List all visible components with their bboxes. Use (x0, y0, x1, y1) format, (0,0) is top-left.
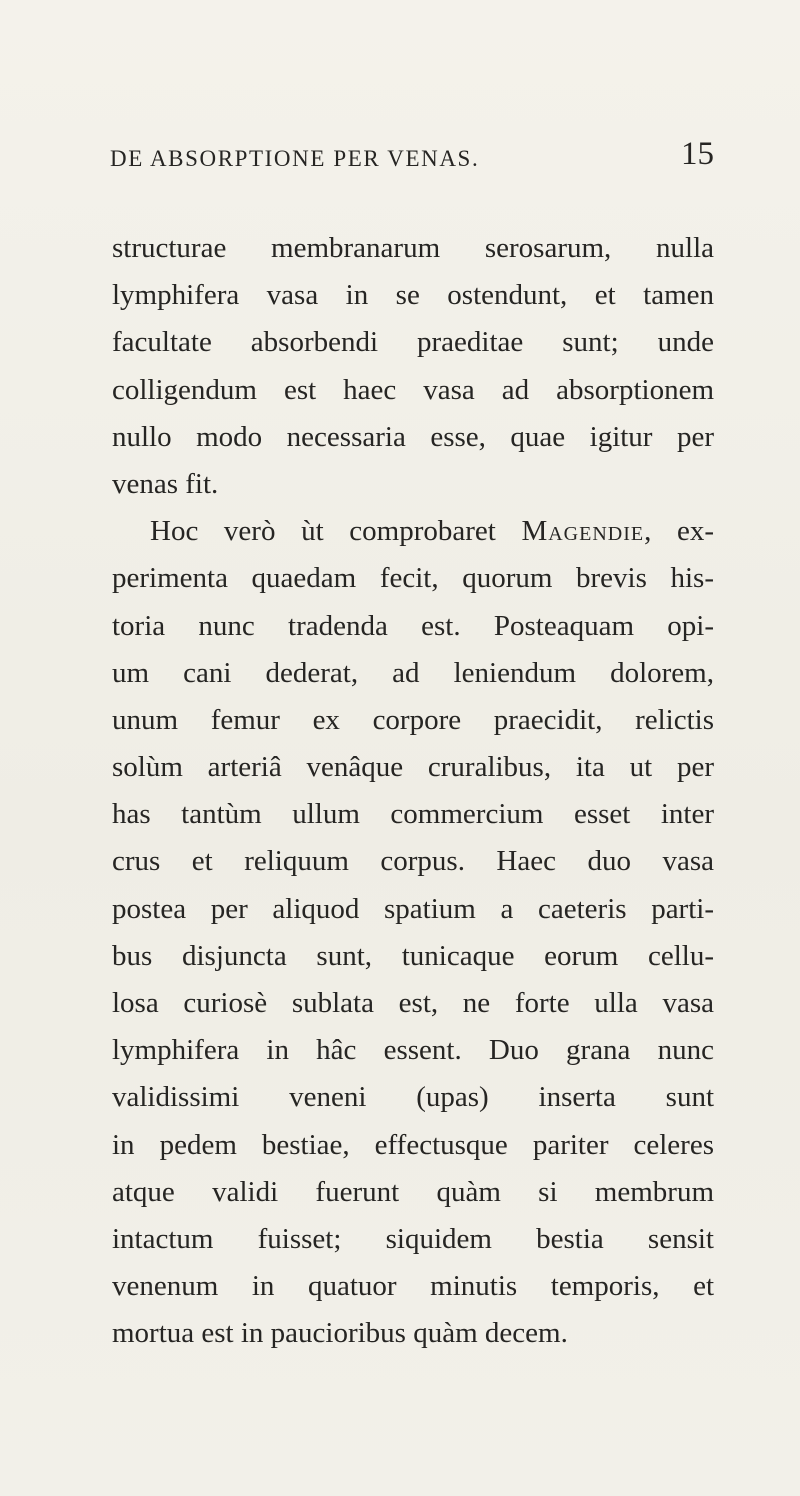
text-line: crus et reliquum corpus. Haec duo vasa (112, 845, 714, 878)
line-text: Hoc verò ùt comprobaret (150, 515, 496, 548)
text-line: validissimi veneni (upas) inserta sunt (112, 1081, 714, 1114)
text-line: losa curiosè sublata est, ne forte ulla vasa (112, 987, 714, 1019)
text-line: intactum fuisset; siquidem bestia sensit (112, 1222, 714, 1255)
body-text (112, 225, 714, 1358)
text-line: atque validi fuerunt quàm si membrum (112, 1175, 714, 1208)
text-line: mortua est in paucioribus quàm decem. (112, 1317, 568, 1350)
text-line: lymphifera vasa in se ostendunt, et tamen (112, 279, 714, 312)
text-line: has tantùm ullum commercium esset inter (112, 798, 714, 831)
paragraph-start-line (112, 508, 714, 555)
text-line: facultate absorbendi praeditae sunt; unde (112, 326, 714, 359)
text-line: postea per aliquod spatium a caeteris parti- (112, 892, 714, 925)
text-line: venenum in quatuor minutis temporis, et (112, 1270, 714, 1303)
text-line: solùm arteriâ venâque cruralibus, ita ut per (112, 751, 714, 784)
text-line: unum femur ex corpore praecidit, relictis (112, 703, 714, 736)
text-line: structurae membranarum serosarum, nulla (112, 232, 714, 264)
text-line: colligendum est haec vasa ad absorptionem (112, 373, 714, 406)
running-title: DE ABSORPTIONE PER VENAS. (110, 146, 480, 171)
text-line: lymphifera in hâc essent. Duo grana nunc (112, 1034, 714, 1067)
author-name: Magendie (521, 515, 645, 548)
running-head (110, 136, 714, 186)
text-line: nullo modo necessaria esse, quae igitur per (112, 420, 714, 453)
line-text-tail: , ex- (644, 515, 714, 548)
page-number: 15 (681, 136, 714, 172)
text-line: perimenta quaedam fecit, quorum brevis his- (112, 562, 714, 595)
text-line: toria nunc tradenda est. Posteaquam opi- (112, 609, 714, 642)
text-line: venas fit. (112, 467, 219, 500)
text-line: bus disjuncta sunt, tunicaque eorum cellu- (112, 939, 714, 972)
text-line: um cani dederat, ad leniendum dolorem, (112, 656, 714, 689)
text-line: in pedem bestiae, effectusque pariter celeres (112, 1128, 714, 1161)
